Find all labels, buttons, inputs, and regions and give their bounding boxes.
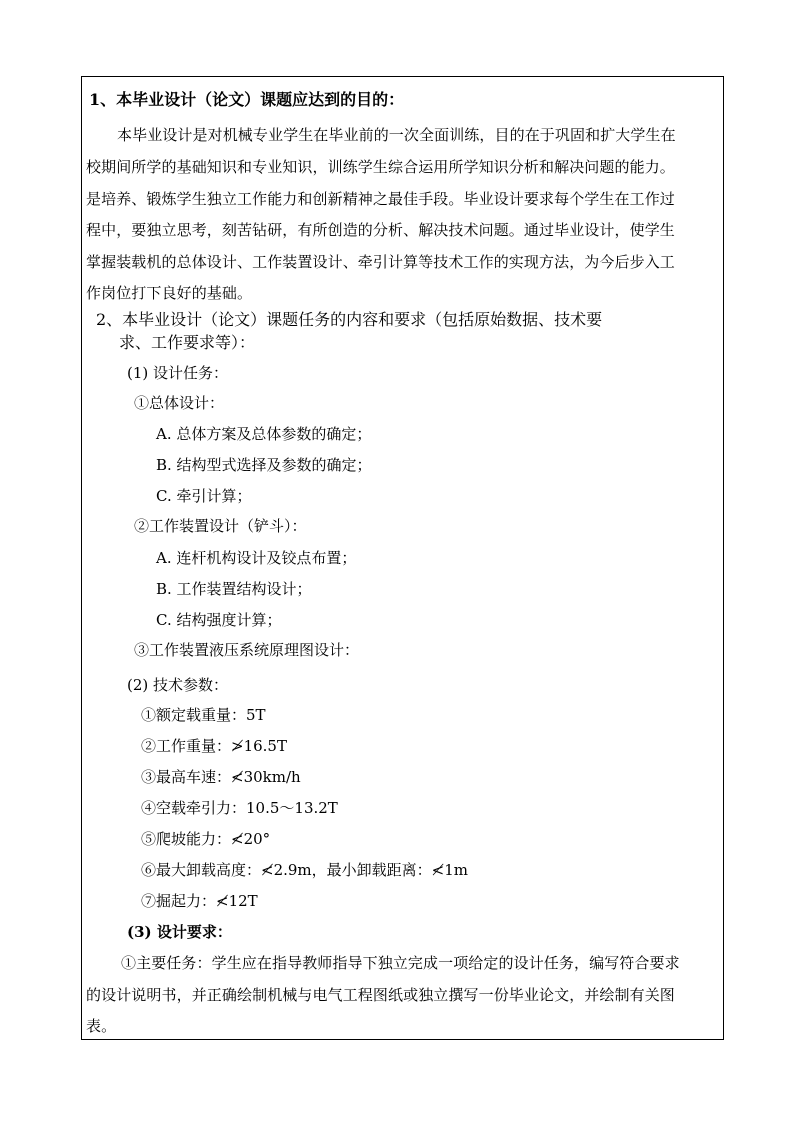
section1-paragraph-line: 本毕业设计是对机械专业学生在毕业前的一次全面训练，目的在于巩固和扩大学生在 [117, 126, 676, 144]
design-tasks-label: (1) 设计任务： [127, 364, 229, 382]
work-device-item-b: B. 工作装置结构设计； [156, 580, 312, 598]
tech-param-item: ④空载牵引力：10.5～13.2T [141, 799, 338, 817]
hydraulic-design-label: ③工作装置液压系统原理图设计： [134, 641, 360, 659]
design-requirements-label: (3) 设计要求： [127, 923, 232, 941]
requirements-paragraph-line: 表。 [86, 1017, 117, 1035]
tech-param-item: ②工作重量：≯16.5T [141, 737, 287, 755]
section2-heading-line2: 求、工作要求等）： [119, 333, 256, 352]
section1-paragraph-line: 掌握装载机的总体设计、工作装置设计、牵引计算等技术工作的实现方法，为今后步入工 [86, 253, 675, 271]
section2-heading-line1: 2、本毕业设计（论文）课题任务的内容和要求（包括原始数据、技术要 [96, 310, 603, 329]
overall-design-label: ①总体设计： [134, 394, 225, 412]
requirements-paragraph-line: 的设计说明书，并正确绘制机械与电气工程图纸或独立撰写一份毕业论文，并绘制有关图 [86, 986, 675, 1004]
section1-paragraph-line: 作岗位打下良好的基础。 [86, 284, 253, 302]
tech-param-item: ⑦掘起力：≮12T [141, 892, 258, 910]
tech-param-item: ⑤爬坡能力：≮20° [141, 830, 271, 848]
tech-params-label: (2) 技术参数： [127, 676, 229, 694]
overall-design-item-a: A. 总体方案及总体参数的确定； [156, 425, 372, 443]
work-device-item-a: A. 连杆机构设计及铰点布置； [156, 549, 357, 567]
work-device-design-label: ②工作装置设计（铲斗）： [134, 517, 307, 535]
section1-paragraph-line: 程中，要独立思考，刻苦钻研，有所创造的分析、解决技术问题。通过毕业设计，使学生 [86, 221, 675, 239]
tech-param-item: ③最高车速：≮30km/h [141, 768, 301, 786]
section1-paragraph-line: 是培养、锻炼学生独立工作能力和创新精神之最佳手段。毕业设计要求每个学生在工作过 [86, 190, 675, 208]
section1-paragraph-line: 校期间所学的基础知识和专业知识，训练学生综合运用所学知识分析和解决问题的能力。 [86, 158, 675, 176]
tech-param-item: ①额定载重量：5T [141, 706, 266, 724]
tech-param-item: ⑥最大卸载高度：≮2.9m，最小卸载距离：≮1m [141, 861, 468, 879]
requirements-paragraph-line: ①主要任务：学生应在指导教师指导下独立完成一项给定的设计任务，编写符合要求 [121, 954, 680, 972]
overall-design-item-b: B. 结构型式选择及参数的确定； [156, 456, 372, 474]
overall-design-item-c: C. 牵引计算； [156, 487, 252, 505]
work-device-item-c: C. 结构强度计算； [156, 611, 282, 629]
section1-heading: 1、本毕业设计（论文）课题应达到的目的： [89, 90, 405, 109]
